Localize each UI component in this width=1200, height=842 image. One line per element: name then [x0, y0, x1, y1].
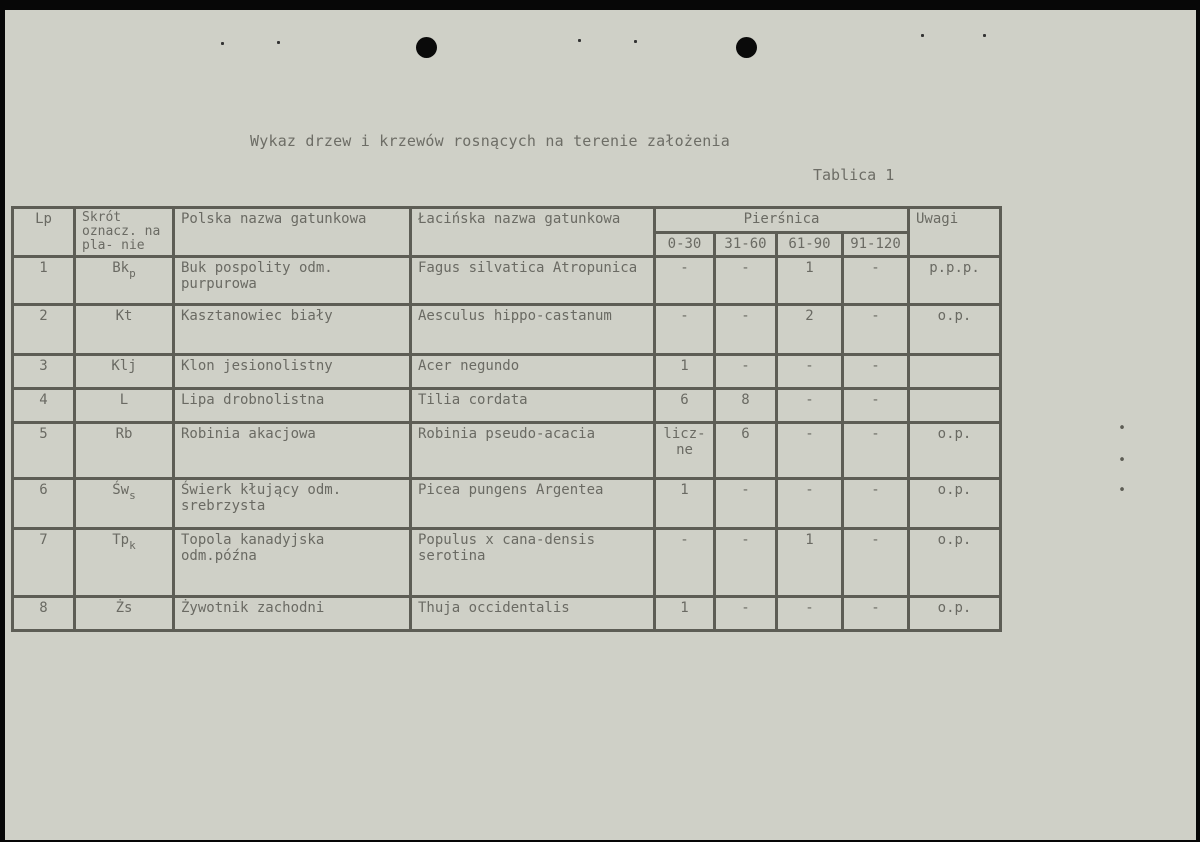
table-row — [13, 479, 1001, 529]
cell-latin: Robinia pseudo-acacia — [411, 423, 655, 479]
table-row — [13, 597, 1001, 631]
cell-girth-61-90: 1 — [777, 529, 843, 597]
cell-polish: Kasztanowiec biały — [174, 305, 411, 355]
cell-girth-91-120: - — [843, 423, 909, 479]
cell-girth-91-120: - — [843, 257, 909, 305]
code-text: L — [119, 392, 129, 408]
cell-code — [75, 257, 174, 305]
cell-latin: Aesculus hippo-castanum — [411, 305, 655, 355]
document-page — [5, 10, 1196, 840]
code-text: Kt — [115, 308, 133, 324]
header-girth: Pierśnica — [655, 208, 909, 233]
cell-girth-31-60: - — [715, 257, 777, 305]
cell-girth-91-120: - — [843, 355, 909, 389]
speck — [277, 41, 280, 44]
cell-girth-0-30: 1 — [655, 597, 715, 631]
cell-lp: 8 — [13, 597, 75, 631]
margin-mark: • — [1118, 483, 1126, 498]
cell-latin: Tilia cordata — [411, 389, 655, 423]
cell-girth-0-30: - — [655, 257, 715, 305]
header-girth-range: 61-90 — [777, 232, 843, 257]
cell-girth-61-90: - — [777, 389, 843, 423]
cell-code — [75, 389, 174, 423]
cell-girth-31-60: - — [715, 305, 777, 355]
header-lp: Lp — [13, 208, 75, 257]
cell-notes: o.p. — [909, 597, 1001, 631]
cell-code — [75, 529, 174, 597]
cell-latin: Fagus silvatica Atropunica — [411, 257, 655, 305]
cell-polish: Robinia akacjowa — [174, 423, 411, 479]
header-polish: Polska nazwa gatunkowa — [174, 208, 411, 257]
cell-lp: 5 — [13, 423, 75, 479]
header-girth-range: 0-30 — [655, 232, 715, 257]
cell-latin: Populus x cana-densis serotina — [411, 529, 655, 597]
speck — [983, 34, 986, 37]
code-text: Tp — [112, 532, 130, 548]
cell-polish: Klon jesionolistny — [174, 355, 411, 389]
table-label: Tablica 1 — [813, 166, 895, 184]
cell-code — [75, 479, 174, 529]
punch-hole — [416, 37, 437, 58]
cell-girth-61-90: 2 — [777, 305, 843, 355]
cell-girth-91-120: - — [843, 529, 909, 597]
cell-girth-61-90: - — [777, 597, 843, 631]
code-text: Rb — [115, 426, 133, 442]
cell-notes: p.p.p. — [909, 257, 1001, 305]
punch-hole — [736, 37, 757, 58]
cell-lp: 6 — [13, 479, 75, 529]
cell-girth-61-90: - — [777, 423, 843, 479]
code-text: Bk — [112, 260, 130, 276]
table-row — [13, 257, 1001, 305]
table-row — [13, 389, 1001, 423]
cell-lp: 3 — [13, 355, 75, 389]
speck — [578, 39, 581, 42]
cell-girth-91-120: - — [843, 389, 909, 423]
header-girth-range: 31-60 — [715, 232, 777, 257]
cell-notes — [909, 355, 1001, 389]
cell-polish: Żywotnik zachodni — [174, 597, 411, 631]
header-code: Skrót oznacz. na pla- nie — [75, 208, 174, 257]
cell-girth-91-120: - — [843, 479, 909, 529]
cell-girth-31-60: 6 — [715, 423, 777, 479]
cell-girth-31-60: - — [715, 355, 777, 389]
cell-lp: 2 — [13, 305, 75, 355]
cell-polish: Buk pospolity odm. purpurowa — [174, 257, 411, 305]
cell-girth-91-120: - — [843, 597, 909, 631]
margin-mark: • — [1118, 453, 1126, 468]
cell-girth-61-90: - — [777, 479, 843, 529]
code-subscript: k — [129, 539, 136, 552]
cell-girth-0-30: 1 — [655, 479, 715, 529]
code-text: Św — [112, 482, 130, 498]
cell-latin: Acer negundo — [411, 355, 655, 389]
header-girth-range: 91-120 — [843, 232, 909, 257]
table-row — [13, 305, 1001, 355]
cell-code — [75, 355, 174, 389]
cell-girth-0-30: - — [655, 305, 715, 355]
table-row — [13, 423, 1001, 479]
cell-girth-61-90: 1 — [777, 257, 843, 305]
margin-mark: • — [1118, 421, 1126, 436]
code-subscript: p — [129, 267, 136, 280]
trees-table — [11, 206, 1002, 632]
cell-code — [75, 423, 174, 479]
header-row — [13, 208, 1001, 233]
cell-girth-31-60: - — [715, 597, 777, 631]
code-subscript: s — [129, 489, 136, 502]
cell-notes: o.p. — [909, 479, 1001, 529]
cell-girth-0-30: - — [655, 529, 715, 597]
cell-latin: Picea pungens Argentea — [411, 479, 655, 529]
cell-girth-0-30: 6 — [655, 389, 715, 423]
cell-girth-31-60: 8 — [715, 389, 777, 423]
cell-girth-31-60: - — [715, 529, 777, 597]
cell-polish: Świerk kłujący odm. srebrzysta — [174, 479, 411, 529]
cell-girth-0-30: 1 — [655, 355, 715, 389]
cell-girth-61-90: - — [777, 355, 843, 389]
cell-notes: o.p. — [909, 305, 1001, 355]
cell-girth-0-30: licz-ne — [655, 423, 715, 479]
cell-notes: o.p. — [909, 423, 1001, 479]
cell-notes — [909, 389, 1001, 423]
code-text: Żs — [115, 600, 133, 616]
table-row — [13, 355, 1001, 389]
cell-code — [75, 305, 174, 355]
cell-notes: o.p. — [909, 529, 1001, 597]
speck — [634, 40, 637, 43]
cell-girth-91-120: - — [843, 305, 909, 355]
code-text: Klj — [111, 358, 137, 374]
cell-polish: Lipa drobnolistna — [174, 389, 411, 423]
cell-lp: 4 — [13, 389, 75, 423]
cell-girth-31-60: - — [715, 479, 777, 529]
cell-lp: 7 — [13, 529, 75, 597]
header-notes: Uwagi — [909, 208, 1001, 257]
header-latin: Łacińska nazwa gatunkowa — [411, 208, 655, 257]
table-row — [13, 529, 1001, 597]
cell-lp: 1 — [13, 257, 75, 305]
speck — [921, 34, 924, 37]
cell-latin: Thuja occidentalis — [411, 597, 655, 631]
cell-polish: Topola kanadyjska odm.późna — [174, 529, 411, 597]
speck — [221, 42, 224, 45]
cell-code — [75, 597, 174, 631]
document-title: Wykaz drzew i krzewów rosnących na terenie założenia — [250, 132, 730, 150]
